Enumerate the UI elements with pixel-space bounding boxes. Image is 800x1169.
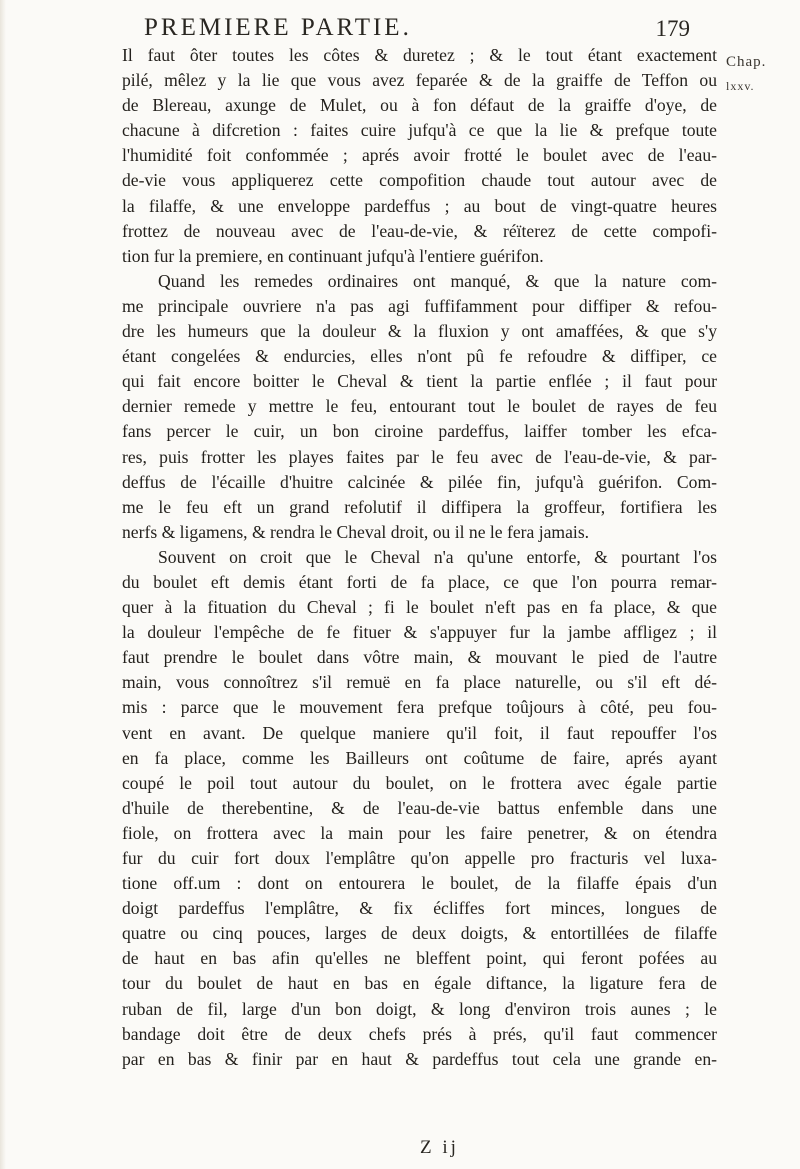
text-line: de haut en bas afin qu'elles ne bleffent point, qui feront pofées au	[122, 948, 717, 969]
text-line: quer à la fituation du Cheval ; fi le boulet n'eft pas en fa place, & que	[122, 597, 717, 618]
text-line: tion fur la premiere, en continuant jufqu'à l'entiere guérifon.	[122, 245, 544, 266]
paragraph-start-line: Quand les remedes ordinaires ont manqué, & que la nature com-	[158, 270, 717, 291]
text-line: res, puis frotter les playes faites par le feu avec de l'eau-de-vie, & par-	[122, 446, 717, 467]
text-line: me le feu eft un grand refolutif il diffipera la groffeur, fortifiera les	[122, 496, 717, 517]
text-line: de-vie vous appliquerez cette compofition chaude tout autour avec de	[122, 170, 717, 191]
page-edge-shadow	[0, 0, 6, 1169]
text-line: frottez de nouveau avec de l'eau-de-vie, & réïterez de cette compofi-	[122, 220, 717, 241]
text-line: tour du boulet de haut en bas en égale diftance, la ligature fera de	[122, 973, 717, 994]
text-line: de Blereau, axunge de Mulet, ou à fon défaut de la graiffe d'oye, de	[122, 95, 717, 116]
text-line: deffus de l'écaille d'huitre calcinée & pilée fin, jufqu'à guérifon. Com-	[122, 471, 717, 492]
page-number: 179	[655, 16, 690, 41]
running-title: PREMIERE PARTIE.	[144, 14, 412, 41]
text-line: tione off.um : dont on entourera le boulet, de la filaffe épais d'un	[122, 873, 717, 894]
text-line: fur du cuir fort doux l'emplâtre qu'on appelle pro fracturis vel luxa-	[122, 848, 717, 868]
body-text	[122, 43, 717, 1072]
text-line: d'huile de therebentine, & de l'eau-de-vie battus enfemble dans une	[122, 797, 717, 818]
text-line: me principale ouvriere n'a pas agi fuffifamment pour diffiper & refou-	[122, 295, 717, 316]
text-line: dre les humeurs que la douleur & la fluxion y ont amaffées, & que s'y	[122, 321, 717, 342]
chapter-label: Chap.	[726, 54, 767, 70]
text-line: pilé, mêlez y la lie que vous avez feparée & de la graiffe de Teffon ou	[122, 70, 717, 91]
text-line: étant congelées & endurcies, elles n'ont pû fe refoudre & diffiper, ce	[122, 346, 717, 367]
text-line: ruban de fil, large d'un bon doigt, & long d'environ trois aunes ; le	[122, 998, 717, 1019]
paragraph-start-line: Souvent on croit que le Cheval n'a qu'une entorfe, & pourtant l'os	[158, 546, 717, 567]
text-line: fiole, on frottera avec la main pour les faire penetrer, & on étendra	[122, 822, 717, 843]
text-line: l'humidité foit confommée ; aprés avoir frotté le boulet avec de l'eau-	[122, 145, 717, 166]
text-line: nerfs & ligamens, & rendra le Cheval droit, ou il ne le fera jamais.	[122, 521, 590, 542]
text-line: mis : parce que le mouvement fera prefque toûjours à côté, peu fou-	[122, 697, 717, 718]
chapter-number: lxxv.	[726, 79, 755, 93]
text-line: dernier remede y mettre le feu, entourant tout le boulet de rayes de feu	[122, 396, 717, 417]
text-line: Il faut ôter toutes les côtes & duretez ; & le tout étant exactement	[122, 45, 717, 65]
text-line: quatre ou cinq pouces, larges de deux doigts, & entortillées de filaffe	[122, 923, 717, 944]
text-line: coupé le poil tout autour du boulet, on le frottera avec égale partie	[122, 772, 717, 793]
text-line: par en bas & finir par en haut & pardeffus tout cela une grande en-	[122, 1048, 717, 1069]
running-head	[130, 14, 690, 46]
text-line: qui fait encore boitter le Cheval & tient la partie enflée ; il faut pour	[122, 371, 717, 392]
text-line: main, vous connoîtrez s'il remuë en fa place naturelle, ou s'il eft dé-	[122, 672, 717, 693]
text-line: bandage doit être de deux chefs prés à prés, qu'il faut commencer	[122, 1023, 717, 1044]
text-line: fans percer le cuir, un bon ciroine pardeffus, laiffer tomber les efca-	[122, 421, 717, 442]
signature-mark: Z ij	[420, 1137, 459, 1158]
text-line: la douleur l'empêche de fe fituer & s'appuyer fur la jambe affligez ; il	[122, 622, 717, 643]
text-line: faut prendre le boulet dans vôtre main, & mouvant le pied de l'autre	[122, 647, 717, 668]
text-line: doigt pardeffus l'emplâtre, & fix écliffes fort minces, longues de	[122, 898, 717, 919]
text-line: du boulet eft demis étant forti de fa place, ce que l'on pourra remar-	[122, 571, 717, 592]
text-line: vent en avant. De quelque maniere qu'il foit, il faut repouffer l'os	[122, 722, 717, 743]
margin-note	[726, 50, 796, 98]
text-line: en fa place, comme les Bailleurs ont coûtume de faire, aprés ayant	[122, 747, 717, 768]
text-line: la filaffe, & une enveloppe pardeffus ; au bout de vingt-quatre heures	[122, 195, 717, 216]
text-line: chacune à difcretion : faites cuire jufqu'à ce que la lie & prefque toute	[122, 120, 717, 141]
